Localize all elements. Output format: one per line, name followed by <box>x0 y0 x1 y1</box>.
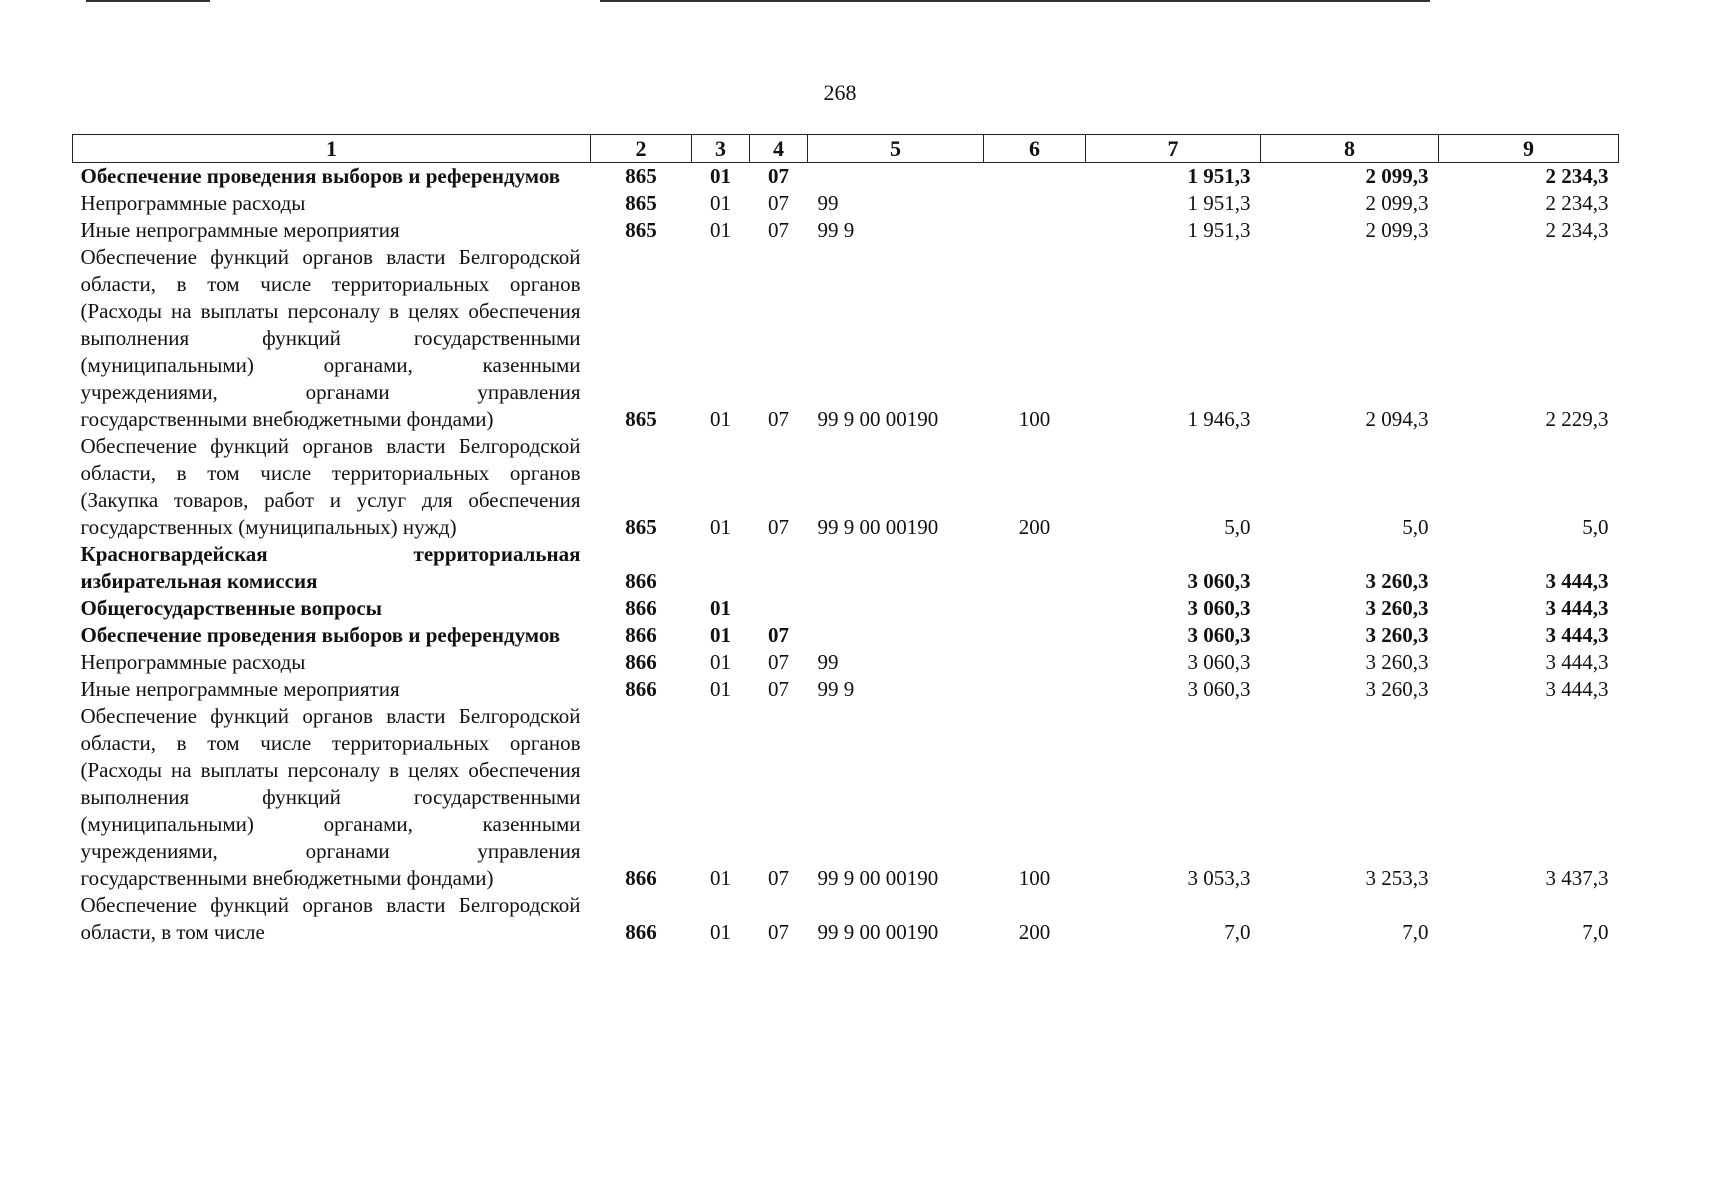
amount-year-1: 1 951,3 <box>1187 191 1251 215</box>
row-name: Обеспечение функций органов власти Белгородской области, в том числе <box>80 893 581 944</box>
target-article-code: 99 9 00 00190 <box>817 866 939 890</box>
ministry-code: 865 <box>625 164 657 188</box>
ministry-code: 866 <box>625 677 657 701</box>
ministry-code: 866 <box>625 650 657 674</box>
section-code: 01 <box>710 407 731 431</box>
row-name: Красногвардейская территориальная избирательная комиссия <box>80 542 581 593</box>
subsection-code: 07 <box>768 515 789 539</box>
row-name: Обеспечение проведения выборов и референдумов <box>80 164 561 188</box>
amount-year-1: 7,0 <box>1224 920 1251 944</box>
amount-year-1: 3 060,3 <box>1187 596 1251 620</box>
subsection-code: 07 <box>768 650 789 674</box>
target-article-code <box>808 541 984 595</box>
table-row <box>73 649 1619 676</box>
section-code: 01 <box>710 920 731 944</box>
amount-year-2: 2 094,3 <box>1365 407 1429 431</box>
amount-year-2: 3 260,3 <box>1365 677 1429 701</box>
table-row <box>73 622 1619 649</box>
amount-year-3: 2 234,3 <box>1545 164 1609 188</box>
target-article-code: 99 9 <box>817 218 855 242</box>
table-row <box>73 217 1619 244</box>
expense-type-code <box>984 541 1086 595</box>
row-name: Обеспечение функций органов власти Белгородской области, в том числе территориальных органов (Расходы на выплаты персоналу в целях обеспечения выполнения функций государственными (муниципальными) органами, казенными учреждениями, органами управления государственными внебюджетными фондами) <box>80 245 581 431</box>
row-name: Непрограммные расходы <box>80 650 306 674</box>
row-name: Обеспечение функций органов власти Белгородской области, в том числе территориальных органов (Расходы на выплаты персоналу в целях обеспечения выполнения функций государственными (муниципальными) органами, казенными учреждениями, органами управления государственными внебюджетными фондами) <box>80 704 581 890</box>
table-row <box>73 433 1619 541</box>
target-article-code: 99 9 00 00190 <box>817 407 939 431</box>
column-header: 7 <box>1086 135 1261 163</box>
amount-year-1: 3 060,3 <box>1187 623 1251 647</box>
column-header: 6 <box>984 135 1086 163</box>
row-name: Иные непрограммные мероприятия <box>80 218 400 242</box>
amount-year-2: 2 099,3 <box>1365 191 1429 215</box>
amount-year-3: 2 234,3 <box>1545 218 1609 242</box>
column-header: 8 <box>1261 135 1439 163</box>
column-header: 1 <box>73 135 591 163</box>
expense-type-code <box>984 190 1086 217</box>
table-row <box>73 541 1619 595</box>
target-article-code: 99 9 00 00190 <box>817 515 939 539</box>
amount-year-2: 3 260,3 <box>1365 596 1429 620</box>
amount-year-3: 5,0 <box>1582 515 1609 539</box>
ministry-code: 865 <box>625 515 657 539</box>
amount-year-3: 2 234,3 <box>1545 191 1609 215</box>
amount-year-1: 1 951,3 <box>1187 218 1251 242</box>
amount-year-2: 5,0 <box>1402 515 1429 539</box>
target-article-code <box>808 595 984 622</box>
subsection-code: 07 <box>768 866 789 890</box>
ministry-code: 866 <box>625 623 657 647</box>
section-code: 01 <box>710 623 731 647</box>
column-header: 4 <box>750 135 808 163</box>
amount-year-2: 2 099,3 <box>1365 218 1429 242</box>
amount-year-3: 3 437,3 <box>1545 866 1609 890</box>
amount-year-3: 7,0 <box>1582 920 1609 944</box>
subsection-code: 07 <box>768 920 789 944</box>
amount-year-2: 3 260,3 <box>1365 569 1429 593</box>
table-row <box>73 244 1619 433</box>
amount-year-1: 1 946,3 <box>1187 407 1251 431</box>
row-name: Обеспечение функций органов власти Белгородской области, в том числе территориальных органов (Закупка товаров, работ и услуг для обеспечения государственных (муниципальных) нужд) <box>80 434 581 539</box>
ministry-code: 865 <box>625 407 657 431</box>
subsection-code <box>750 541 808 595</box>
section-code: 01 <box>710 596 731 620</box>
column-header: 5 <box>808 135 984 163</box>
amount-year-1: 3 060,3 <box>1187 650 1251 674</box>
row-name: Иные непрограммные мероприятия <box>80 677 400 701</box>
expense-type-code <box>984 649 1086 676</box>
subsection-code: 07 <box>768 677 789 701</box>
target-article-code: 99 9 <box>817 677 855 701</box>
subsection-code <box>750 595 808 622</box>
section-code: 01 <box>710 515 731 539</box>
amount-year-2: 3 260,3 <box>1365 650 1429 674</box>
expense-type-code: 100 <box>1018 407 1051 431</box>
row-name: Непрограммные расходы <box>80 191 306 215</box>
section-code: 01 <box>710 218 731 242</box>
column-header: 2 <box>591 135 692 163</box>
subsection-code: 07 <box>768 191 789 215</box>
budget-table <box>72 134 1619 946</box>
subsection-code: 07 <box>768 218 789 242</box>
amount-year-3: 2 229,3 <box>1545 407 1609 431</box>
subsection-code: 07 <box>768 164 789 188</box>
expense-type-code <box>984 622 1086 649</box>
ministry-code: 866 <box>625 569 657 593</box>
section-code: 01 <box>710 650 731 674</box>
ministry-code: 866 <box>625 866 657 890</box>
row-name: Обеспечение проведения выборов и референдумов <box>80 623 561 647</box>
amount-year-3: 3 444,3 <box>1545 596 1609 620</box>
row-name: Общегосударственные вопросы <box>80 596 383 620</box>
section-code: 01 <box>710 191 731 215</box>
column-header: 9 <box>1439 135 1619 163</box>
table-body <box>73 163 1619 947</box>
amount-year-1: 3 060,3 <box>1187 569 1251 593</box>
ministry-code: 866 <box>625 920 657 944</box>
table-row <box>73 163 1619 191</box>
expense-type-code <box>984 595 1086 622</box>
ministry-code: 865 <box>625 191 657 215</box>
amount-year-3: 3 444,3 <box>1545 569 1609 593</box>
expense-type-code <box>984 217 1086 244</box>
section-code: 01 <box>710 866 731 890</box>
expense-type-code: 200 <box>1018 515 1051 539</box>
table-row <box>73 703 1619 892</box>
ministry-code: 865 <box>625 218 657 242</box>
target-article-code <box>808 163 984 191</box>
expense-type-code <box>984 676 1086 703</box>
table-row <box>73 892 1619 946</box>
amount-year-1: 3 060,3 <box>1187 677 1251 701</box>
section-code <box>692 541 750 595</box>
expense-type-code: 200 <box>1018 920 1051 944</box>
subsection-code: 07 <box>768 623 789 647</box>
column-number-header <box>73 135 1619 163</box>
top-rule-left <box>86 0 210 2</box>
target-article-code: 99 <box>817 650 839 674</box>
target-article-code <box>808 622 984 649</box>
subsection-code: 07 <box>768 407 789 431</box>
expense-type-code <box>984 163 1086 191</box>
table-row <box>73 595 1619 622</box>
table-row <box>73 190 1619 217</box>
top-rule-right <box>600 0 1430 2</box>
page-number: 268 <box>823 80 857 105</box>
amount-year-2: 2 099,3 <box>1365 164 1429 188</box>
column-header: 3 <box>692 135 750 163</box>
ministry-code: 866 <box>625 596 657 620</box>
target-article-code: 99 9 00 00190 <box>817 920 939 944</box>
section-code: 01 <box>710 677 731 701</box>
amount-year-1: 1 951,3 <box>1187 164 1251 188</box>
amount-year-1: 3 053,3 <box>1187 866 1251 890</box>
target-article-code: 99 <box>817 191 839 215</box>
amount-year-2: 7,0 <box>1402 920 1429 944</box>
amount-year-2: 3 260,3 <box>1365 623 1429 647</box>
amount-year-3: 3 444,3 <box>1545 650 1609 674</box>
section-code: 01 <box>710 164 731 188</box>
amount-year-3: 3 444,3 <box>1545 677 1609 701</box>
amount-year-2: 3 253,3 <box>1365 866 1429 890</box>
amount-year-1: 5,0 <box>1224 515 1251 539</box>
expense-type-code: 100 <box>1018 866 1051 890</box>
table-row <box>73 676 1619 703</box>
amount-year-3: 3 444,3 <box>1545 623 1609 647</box>
